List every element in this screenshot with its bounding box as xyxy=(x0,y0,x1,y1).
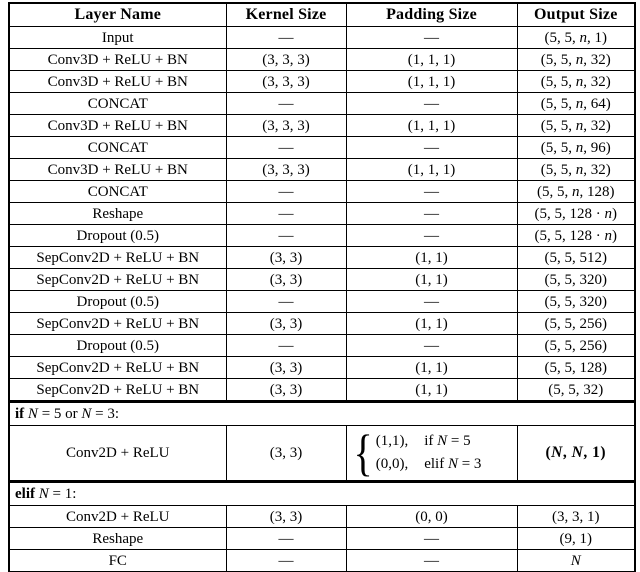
table-row xyxy=(9,335,635,357)
cell-padding-size: (1, 1, 1) xyxy=(346,49,517,71)
section-condition-elif-expression: N = 1: xyxy=(38,486,77,502)
conditional-conv2d-row xyxy=(9,426,635,482)
cell-output-size: (5, 5, 320) xyxy=(517,269,635,291)
cell-layer-name: Reshape xyxy=(9,528,226,550)
cell-padding-size: (1, 1) xyxy=(346,247,517,269)
cell-output-size: (5, 5, n, 128) xyxy=(517,181,635,203)
table-row xyxy=(9,357,635,379)
table-row xyxy=(9,115,635,137)
cell-padding-size: — xyxy=(346,550,517,572)
cell-kernel-size: — xyxy=(226,27,346,49)
cell-layer-name: Reshape xyxy=(9,203,226,225)
cell-padding-size: (1, 1) xyxy=(346,269,517,291)
table-row xyxy=(9,71,635,93)
cell-output-size: (5, 5, 512) xyxy=(517,247,635,269)
cell-padding-size: — xyxy=(346,181,517,203)
cell-kernel-size: (3, 3) xyxy=(226,313,346,335)
cell-layer-name: SepConv2D + ReLU + BN xyxy=(9,357,226,379)
cell-layer-name: Conv3D + ReLU + BN xyxy=(9,115,226,137)
case-value: (0,0), xyxy=(375,456,409,472)
cell-padding-size: (1, 1) xyxy=(346,357,517,379)
cell-output-size: (9, 1) xyxy=(517,528,635,550)
table-row xyxy=(9,93,635,115)
table-row xyxy=(9,313,635,335)
cell-layer-name: CONCAT xyxy=(9,137,226,159)
cell-kernel-size: (3, 3) xyxy=(226,426,346,482)
cell-padding-size: — xyxy=(346,93,517,115)
table-row xyxy=(9,159,635,181)
cell-padding-size: — xyxy=(346,291,517,313)
cell-output-size: (N, N, 1) xyxy=(517,426,635,482)
cell-layer-name: CONCAT xyxy=(9,181,226,203)
cell-layer-name: SepConv2D + ReLU + BN xyxy=(9,379,226,402)
cell-kernel-size: (3, 3) xyxy=(226,247,346,269)
cell-padding-size: (1, 1) xyxy=(346,313,517,335)
cell-output-size: (5, 5, n, 32) xyxy=(517,49,635,71)
cell-output-size: (5, 5, n, 32) xyxy=(517,71,635,93)
cell-layer-name: Conv3D + ReLU + BN xyxy=(9,71,226,93)
cell-output-size: (5, 5, n, 32) xyxy=(517,115,635,137)
case-value: (1,1), xyxy=(375,433,409,449)
cell-kernel-size: (3, 3, 3) xyxy=(226,71,346,93)
cell-output-size: (5, 5, n, 1) xyxy=(517,27,635,49)
header-row xyxy=(9,3,635,27)
cell-kernel-size: (3, 3, 3) xyxy=(226,115,346,137)
cell-kernel-size: (3, 3) xyxy=(226,269,346,291)
cell-kernel-size: (3, 3) xyxy=(226,506,346,528)
cell-padding-size: — xyxy=(346,528,517,550)
cases-brace: { xyxy=(353,425,373,482)
section-condition-if-expression: N = 5 or N = 3: xyxy=(27,406,120,422)
cell-output-size: (5, 5, 128 · n) xyxy=(517,225,635,247)
table-row xyxy=(9,550,635,572)
cell-padding-size: — xyxy=(346,137,517,159)
cell-layer-name: SepConv2D + ReLU + BN xyxy=(9,269,226,291)
section-condition-elif xyxy=(9,482,635,506)
cell-padding-size: (1, 1, 1) xyxy=(346,71,517,93)
cell-kernel-size: — xyxy=(226,291,346,313)
cell-kernel-size: — xyxy=(226,550,346,572)
cell-padding-size: — xyxy=(346,225,517,247)
cell-padding-size: (0, 0) xyxy=(346,506,517,528)
case-condition: if N = 5 xyxy=(424,433,471,449)
cell-output-size: (5, 5, 32) xyxy=(517,379,635,402)
cell-padding-size: — xyxy=(346,203,517,225)
section-condition-elif-label: elif N = 1: xyxy=(9,482,635,506)
cell-output-size: (3, 3, 1) xyxy=(517,506,635,528)
cell-kernel-size: (3, 3, 3) xyxy=(226,159,346,181)
cell-kernel-size: — xyxy=(226,528,346,550)
column-header-layer-name: Layer Name xyxy=(9,3,226,27)
cell-padding-size: — xyxy=(346,27,517,49)
section-condition-if xyxy=(9,402,635,426)
cell-padding-size: — xyxy=(346,335,517,357)
cell-layer-name: Conv3D + ReLU + BN xyxy=(9,49,226,71)
table-row xyxy=(9,203,635,225)
column-header-kernel-size: Kernel Size xyxy=(226,3,346,27)
cell-output-size: (5, 5, 256) xyxy=(517,335,635,357)
table-row xyxy=(9,506,635,528)
cell-layer-name: SepConv2D + ReLU + BN xyxy=(9,247,226,269)
table-row xyxy=(9,137,635,159)
cell-kernel-size: — xyxy=(226,181,346,203)
cell-kernel-size: — xyxy=(226,137,346,159)
section-condition-if-label: if N = 5 or N = 3: xyxy=(9,402,635,426)
cell-layer-name: Input xyxy=(9,27,226,49)
cell-layer-name: Dropout (0.5) xyxy=(9,291,226,313)
cell-kernel-size: (3, 3, 3) xyxy=(226,49,346,71)
cell-kernel-size: — xyxy=(226,225,346,247)
cases-list xyxy=(376,430,482,476)
cell-layer-name: FC xyxy=(9,550,226,572)
cell-output-size: (5, 5, 256) xyxy=(517,313,635,335)
table-row xyxy=(9,181,635,203)
cell-output-size: N xyxy=(517,550,635,572)
cell-layer-name: Dropout (0.5) xyxy=(9,225,226,247)
cell-kernel-size: — xyxy=(226,335,346,357)
table-row xyxy=(9,291,635,313)
table-row xyxy=(9,49,635,71)
network-architecture-table xyxy=(8,2,636,572)
cell-padding-size: (1, 1, 1) xyxy=(346,115,517,137)
cell-padding-size-cases xyxy=(346,426,517,482)
cell-output-size: (5, 5, n, 96) xyxy=(517,137,635,159)
table-row xyxy=(9,528,635,550)
cell-layer-name: Dropout (0.5) xyxy=(9,335,226,357)
cell-padding-size: (1, 1, 1) xyxy=(346,159,517,181)
table-row xyxy=(9,247,635,269)
cell-layer-name: CONCAT xyxy=(9,93,226,115)
cell-kernel-size: — xyxy=(226,93,346,115)
cell-output-size: (5, 5, n, 64) xyxy=(517,93,635,115)
table-row xyxy=(9,379,635,402)
cell-output-size: (5, 5, 128) xyxy=(517,357,635,379)
cell-layer-name: Conv2D + ReLU xyxy=(9,426,226,482)
table-row xyxy=(9,27,635,49)
cell-kernel-size: — xyxy=(226,203,346,225)
column-header-padding-size: Padding Size xyxy=(346,3,517,27)
cell-kernel-size: (3, 3) xyxy=(226,357,346,379)
cell-layer-name: Conv2D + ReLU xyxy=(9,506,226,528)
case-condition: elif N = 3 xyxy=(424,456,482,472)
cell-layer-name: SepConv2D + ReLU + BN xyxy=(9,313,226,335)
cell-output-size: (5, 5, 128 · n) xyxy=(517,203,635,225)
cell-kernel-size: (3, 3) xyxy=(226,379,346,402)
cell-output-size: (5, 5, 320) xyxy=(517,291,635,313)
column-header-output-size: Output Size xyxy=(517,3,635,27)
cell-padding-size: (1, 1) xyxy=(346,379,517,402)
cell-output-size: (5, 5, n, 32) xyxy=(517,159,635,181)
cell-layer-name: Conv3D + ReLU + BN xyxy=(9,159,226,181)
table-row xyxy=(9,225,635,247)
table-row xyxy=(9,269,635,291)
